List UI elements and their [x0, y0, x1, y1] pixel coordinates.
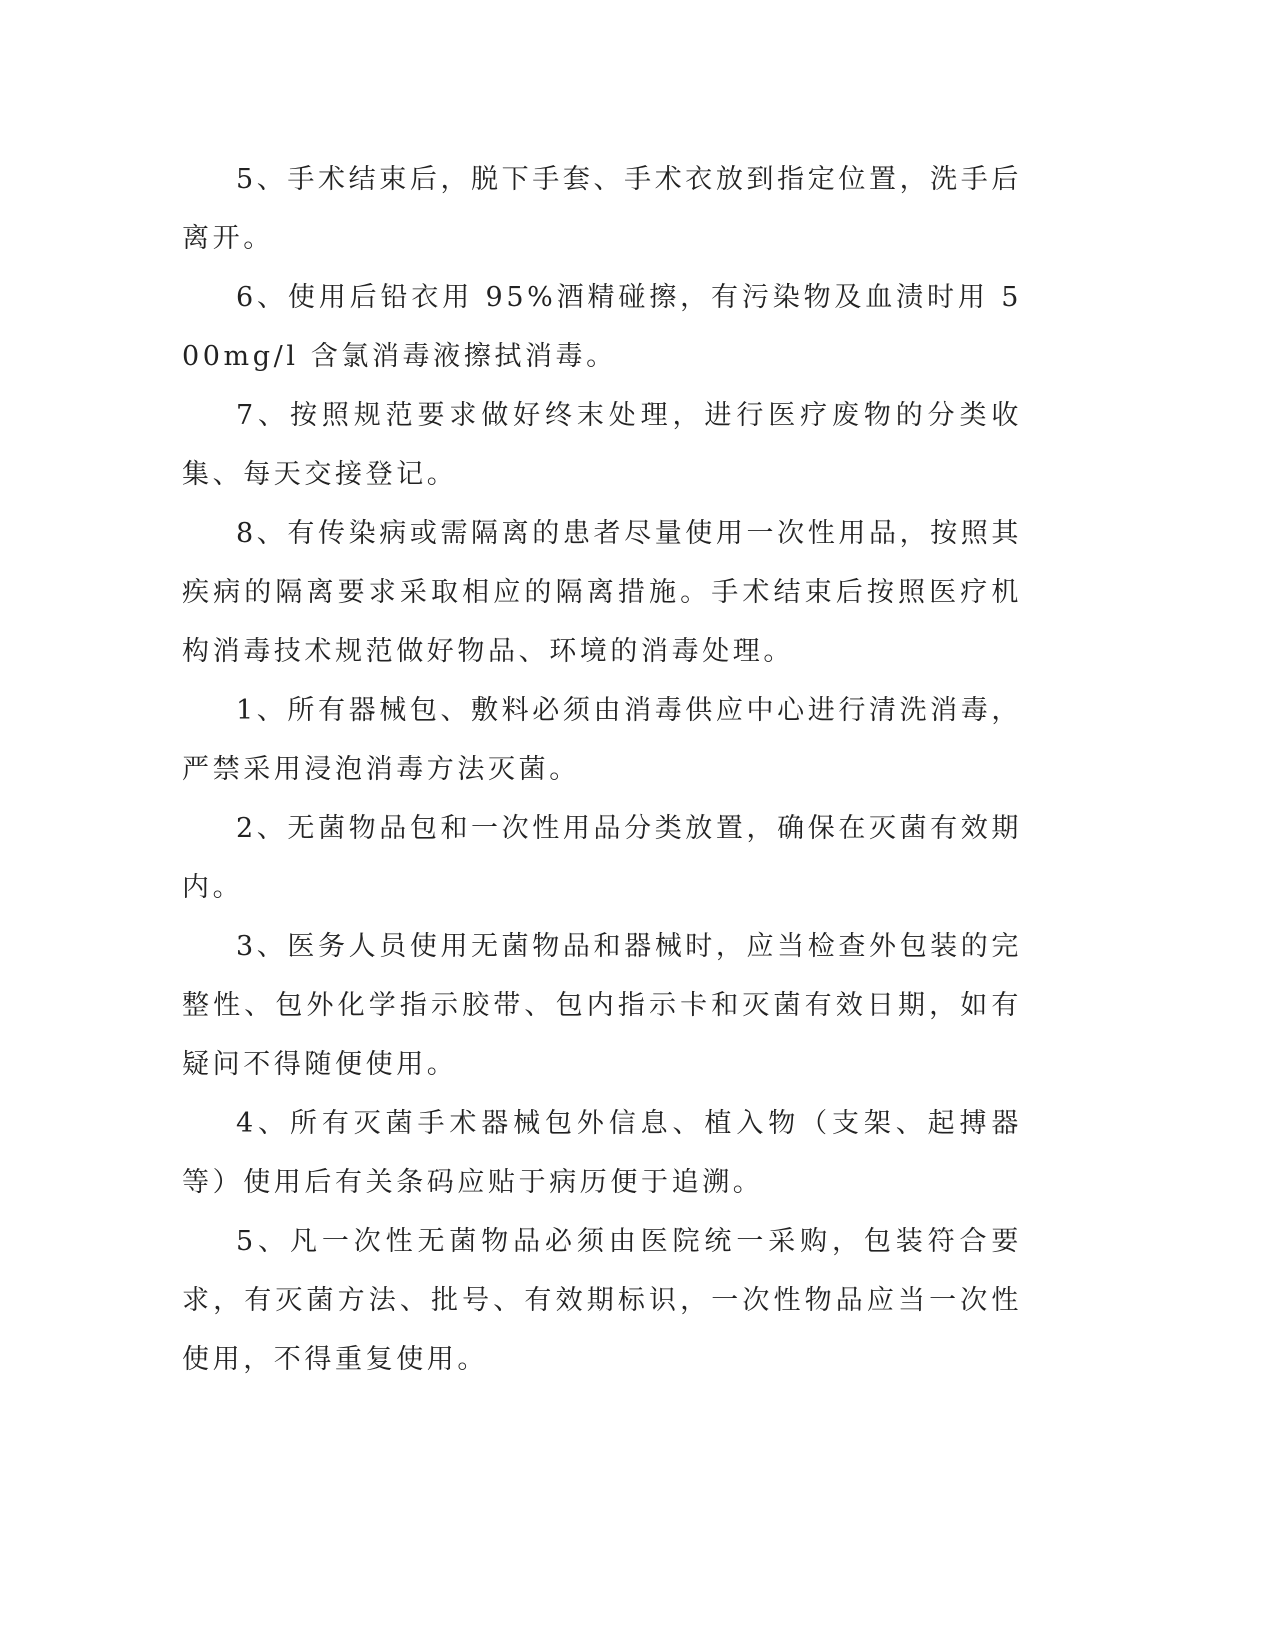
paragraph-item-8-infectious-patients: 8、有传染病或需隔离的患者尽量使用一次性用品，按照其疾病的隔离要求采取相应的隔离措施。手术结束后按照医疗机构消毒技术规范做好物品、环境的消毒处理。	[182, 518, 1022, 667]
paragraph-item-3-inspection: 3、医务人员使用无菌物品和器械时，应当检查外包装的完整性、包外化学指示胶带、包内指示卡和灭菌有效日期，如有疑问不得随便使用。	[182, 931, 1022, 1080]
paragraph-item-1-instrument-packs: 1、所有器械包、敷料必须由消毒供应中心进行清洗消毒，严禁采用浸泡消毒方法灭菌。	[182, 695, 1022, 785]
document-page	[182, 150, 1022, 1389]
paragraph-item-4-traceability: 4、所有灭菌手术器械包外信息、植入物（支架、起搏器等）使用后有关条码应贴于病历便于追溯。	[182, 1108, 1022, 1198]
paragraph-item-2-sterile-items: 2、无菌物品包和一次性用品分类放置，确保在灭菌有效期内。	[182, 813, 1022, 903]
paragraph-item-5-after-surgery: 5、手术结束后，脱下手套、手术衣放到指定位置，洗手后离开。	[182, 164, 1022, 254]
paragraph-item-5-disposables: 5、凡一次性无菌物品必须由医院统一采购，包装符合要求，有灭菌方法、批号、有效期标识，一次性物品应当一次性使用，不得重复使用。	[182, 1226, 1022, 1375]
paragraph-item-7-terminal-disposal: 7、按照规范要求做好终末处理，进行医疗废物的分类收集、每天交接登记。	[182, 400, 1022, 490]
paragraph-item-6-lead-apron: 6、使用后铅衣用 95%酒精碰擦，有污染物及血渍时用 500mg/l 含氯消毒液擦拭消毒。	[182, 282, 1022, 372]
